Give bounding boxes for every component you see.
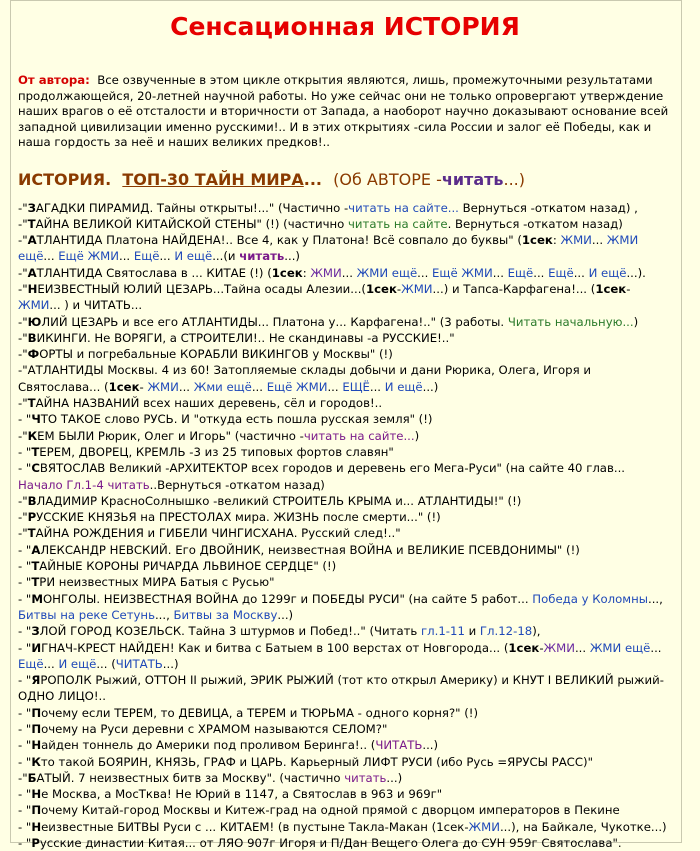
item-text: ... [119,249,134,263]
item-text: - " [18,592,31,606]
item-link[interactable]: Начало Гл.1-4 читать [18,478,150,492]
item-text: 1сек [508,641,539,655]
section-dots: ... [304,170,322,189]
list-item [18,428,672,444]
item-link[interactable]: Битвы за Москву [174,608,278,622]
about-author-close: ...) [504,170,526,189]
list-item [18,574,672,590]
item-text: - [626,282,630,296]
item-link[interactable]: Ещё ЖМИ [432,266,493,280]
item-text: -" [18,510,28,524]
item-text: 1сек [109,380,140,394]
item-text: -" [18,233,28,247]
section-heading [18,170,672,190]
list-item [18,721,672,737]
item-text: К [28,429,38,443]
item-text: А [31,543,40,557]
item-text: ... [370,380,385,394]
item-text: ..., [155,608,174,622]
item-text: М [31,592,43,606]
item-link[interactable]: И ещё [174,249,212,263]
top-30-link[interactable]: ТОП-30 ТАЙН МИРА [122,170,303,189]
item-link[interactable]: Ещё [18,657,44,671]
item-text: - [539,641,543,655]
item-text: Вернуться -откатом назад) , [459,201,638,215]
list-item [18,509,672,525]
item-text: очему если ТЕРЕМ, то ДЕВИЦА, а ТЕРЕМ и ТЮРЬМА - одного корня?" (!) [41,706,478,720]
item-text: 1сек [595,282,626,296]
item-text: - [140,380,148,394]
item-text: ЕРЕМ, ДВОРЕЦ, КРЕМЛЬ -3 из 25 типовых фортов славян" [39,445,394,459]
item-text: Я [31,673,40,687]
item-text: усские династии Китая... от ЛЯО 907г Игоря и П/Дан Вещего Олега до СУН 959г Святослава". [40,836,622,850]
item-text: ... [574,266,589,280]
item-text: -" [18,282,28,296]
item-text: . Вернуться -откатом назад) [448,217,623,231]
item-text: ТО ТАКОЕ слово РУСЬ. И "откуда есть пошла русская земля" (!) [41,412,433,426]
item-text: -" [18,429,28,443]
item-text: -" [18,266,28,280]
item-link[interactable]: Гл.12-18 [480,624,532,638]
item-text: ... [650,641,661,655]
item-text: ) [415,429,420,443]
item-text: -" [18,494,28,508]
item-link[interactable]: читать [344,771,386,785]
item-text: РИ неизвестных МИРА Батыя с Русью" [39,575,274,589]
item-text: ... [327,380,342,394]
item-text: 1сек [522,233,553,247]
item-text: АГАДКИ ПИРАМИД. Тайны открыты!..." (Частично - [36,201,348,215]
item-text: - " [18,706,31,720]
item-text: - " [18,641,31,655]
item-text: ...) [284,249,300,263]
item-link[interactable]: Победа у Коломны [532,592,648,606]
list-item [18,754,672,770]
list-item [18,737,672,753]
item-text: Р [28,510,37,524]
item-text: АЙНА РОЖДЕНИЯ и ГИБЕЛИ ЧИНГИСХАНА. Русский след!.." [36,526,401,540]
item-text: С [31,461,40,475]
item-text: еизвестные БИТВЫ Руси с ... КИТАЕМ! (в пустыне Такла-Макан (1сек- [41,820,468,834]
page-title: Сенсационная ИСТОРИЯ [18,12,672,42]
item-text: ... [159,249,174,263]
item-text: Н [31,820,41,834]
item-link[interactable]: ЕЩЁ [342,380,370,394]
item-text: ...), на Байкале, Чукотке...) [500,820,667,834]
item-text: Т [31,575,39,589]
item-text: -" [18,331,28,345]
item-text: - " [18,738,31,752]
item-link[interactable]: Ещё [134,249,160,263]
item-text: - " [18,461,31,475]
item-link[interactable]: читать на сайте [348,217,448,231]
item-text: АЙНЫЕ КОРОНЫ РИЧАРДА ЛЬВИНОЕ СЕРДЦЕ" (!) [39,559,336,573]
item-text: -" [18,315,28,329]
item-link[interactable]: Жми ещё [194,380,252,394]
author-intro [18,73,672,151]
item-text: айден тоннель до Америки под проливом Беринга!.. ( [41,738,375,752]
item-text: Т [31,445,39,459]
list-item [18,672,672,705]
mysteries-list [18,200,672,851]
item-text: Н [31,738,41,752]
item-text: ...) и Тапса-Карфагена!... ( [433,282,596,296]
item-link[interactable]: читать [239,249,284,263]
item-text: - " [18,787,31,801]
item-text: АЙНА ВЕЛИКОЙ КИТАЙСКОЙ СТЕНЫ" (!) (частично [36,217,348,231]
item-text: П [31,803,41,817]
item-link[interactable]: Ещё ЖМИ [267,380,328,394]
list-item [18,395,672,411]
item-text: -" [18,771,28,785]
item-text: К [31,755,41,769]
list-item [18,525,672,541]
item-text: - " [18,820,31,834]
item-text: ... [179,380,194,394]
item-text: -" [18,201,28,215]
item-text: ..Вернуться -откатом назад) [150,478,325,492]
item-link[interactable]: ЖМИ [147,380,178,394]
item-text: ВЯТОСЛАВ Великий -АРХИТЕКТОР всех городов и деревень его Мега-Руси" (на сайте 40 глав... [40,461,625,475]
list-item [18,411,672,427]
list-item [18,314,672,330]
item-link[interactable]: ЖМИ [544,641,575,655]
item-text: Ю [28,315,42,329]
list-item [18,591,672,624]
item-text: ) [634,315,639,329]
item-text: ... [43,249,58,263]
item-link[interactable]: ЧИТАТЬ [116,657,163,671]
list-item [18,346,672,362]
item-text: ...) [422,738,438,752]
item-text: А [28,266,37,280]
item-text: ЛЕКСАНДР НЕВСКИЙ. Его ДВОЙНИК, неизвестная ВОЙНА и ВЕЛИКИЕ ПСЕВДОНИМЫ" (!) [40,543,579,557]
item-link[interactable]: ЖМИ [18,298,49,312]
item-text: ... ( [96,657,115,671]
list-item [18,623,672,639]
item-text: 1сек [272,266,303,280]
list-item [18,558,672,574]
item-text: - " [18,803,31,817]
item-text: ... [493,266,508,280]
item-text: ... [575,641,590,655]
item-text: ЕИЗВЕСТНЫЙ ЮЛИЙ ЦЕЗАРЬ...Тайна осады Алезии...( [37,282,366,296]
item-text: - " [18,722,31,736]
item-link[interactable]: читать на сайте... [348,201,459,215]
item-text: - " [18,543,31,557]
item-text: И [31,641,41,655]
item-text: ОРТЫ и погребальные КОРАБЛИ ВИКИНГОВ у Москвы" (!) [39,347,393,361]
item-text: В [28,331,37,345]
item-text: УССКИЕ КНЯЗЬЯ на ПРЕСТОЛАХ мира. ЖИЗНЬ после смерти..." (!) [36,510,441,524]
list-item [18,542,672,558]
list-item [18,330,672,346]
item-text: ... [592,233,607,247]
item-text: ЕМ БЫЛИ Рюрик, Олег и Игорь" (частично - [37,429,304,443]
item-text: ЛАДИМИР КрасноСолнышко -великий СТРОИТЕЛЬ КРЫМА и... АТЛАНТИДЫ!" (!) [37,494,522,508]
item-link[interactable]: ЧИТАТЬ [375,738,422,752]
item-text: АЙНА НАЗВАНИЙ всех наших деревень, сёл и городов!.. [36,396,383,410]
item-link[interactable]: ЖМИ ещё [590,641,651,655]
item-text: Ф [28,347,40,361]
item-text: В [28,494,37,508]
list-item [18,493,672,509]
item-link[interactable]: Ещё ЖМИ [58,249,119,263]
item-text: очему на Руси деревни с ХРАМОМ называются СЕЛОМ?" [41,722,387,736]
item-text: ТЛАНТИДА Святослава в ... КИТАЕ (!) ( [37,266,272,280]
item-link[interactable]: ЖМИ [469,820,500,834]
item-text: П [31,706,41,720]
author-intro-text: Все озвученные в этом цикле открытия являются, лишь, промежуточными результатами продолжающейся, 20-летней научной работы. Но уже сейчас они не только опровергают утверждение наших врагов о её отсталости и вторичности от Запада, а наоборот научно доказывают основание всей западной цивилизации именно русскими!.. И в этих открытиях -сила России и залог её Победы, как и наша гордость за неё и наших великих предков!.. [18,73,668,149]
item-text: - [397,282,401,296]
list-item [18,786,672,802]
item-link[interactable]: И ещё [589,266,627,280]
item-text: ... [44,657,59,671]
item-text: П [31,722,41,736]
item-link[interactable]: Читать начальную... [508,315,634,329]
item-text: З [31,624,39,638]
item-text: ), [532,624,540,638]
item-text: - " [18,575,31,589]
item-text: - " [18,445,31,459]
item-link[interactable]: ЖМИ [560,233,591,247]
item-text: - " [18,412,31,426]
item-text: Н [31,787,41,801]
item-text: : [303,266,311,280]
page [10,0,682,843]
item-text: З [28,201,36,215]
item-text: ... [533,266,548,280]
item-text: ... [342,266,357,280]
item-text: очему Китай-город Москвы и Китеж-град на одной прямой с дворцом императоров в Пекине [41,803,620,817]
item-link[interactable]: Ещё [508,266,534,280]
item-text: Н [28,282,38,296]
item-text: - " [18,673,31,687]
list-item [18,460,672,493]
item-text: ... [252,380,267,394]
item-text: и [465,624,480,638]
item-text: ...). [626,266,645,280]
item-text: ГНАЧ-КРЕСТ НАЙДЕН! Как и битва с Батыем в 100 верстах от Новгорода... ( [41,641,508,655]
item-link[interactable]: ЖМИ [401,282,432,296]
list-item [18,444,672,460]
item-text: то такой БОЯРИН, КНЯЗЬ, ГРАФ и ЦАРЬ. Карьерный ЛИФТ РУСИ (ибо Русь =ЯРУСЫ РАСС)" [41,755,593,769]
item-link[interactable]: ЖМИ [310,266,341,280]
item-text: - " [18,559,31,573]
item-text: - " [18,755,31,769]
list-item [18,835,672,851]
list-item [18,770,672,786]
item-text: -" [18,347,28,361]
item-text: 1сек [366,282,397,296]
item-text: ... [417,266,432,280]
item-text: -" [18,396,28,410]
item-link[interactable]: гл.1-11 [421,624,465,638]
item-text: - " [18,624,31,638]
list-item [18,281,672,314]
item-text: ОНГОЛЫ. НЕИЗВЕСТНАЯ ВОЙНА до 1299г и ПОБЕДЫ РУСИ" (на сайте 5 работ... [43,592,532,606]
item-text: ...(и [212,249,239,263]
section-history: ИСТОРИЯ. [18,170,111,189]
item-text: Б [28,771,37,785]
item-text: Р [31,836,40,850]
item-text: Ч [31,412,40,426]
item-text: ...) [163,657,179,671]
item-text: : [553,233,561,247]
item-text: РОПОЛК Рыжий, ОТТОН II рыжий, ЭРИК РЫЖИЙ (тот кто открыл Америку) и КНУТ I ВЕЛИКИЙ рыжий- ОДНО ЛИЦО!.. [18,673,664,703]
list-item [18,232,672,265]
item-text: Т [28,217,36,231]
item-text: А [28,233,37,247]
about-author-open: (Об АВТОРЕ - [333,170,442,189]
author-label: От автора: [18,73,90,87]
list-item [18,216,672,232]
item-link[interactable]: читать на сайте... [304,429,415,443]
list-item [18,819,672,835]
item-text: ТЛАНТИДА Платона НАЙДЕНА!.. Все 4, как у Платона! Всё совпало до буквы" ( [37,233,522,247]
item-text: ...) [423,380,439,394]
item-text: - " [18,836,31,850]
item-link[interactable]: Битвы на реке Сетунь [18,608,155,622]
item-text: Т [31,559,39,573]
item-text: ...) [277,608,293,622]
about-author-read-link[interactable]: читать [442,170,504,189]
list-item [18,802,672,818]
list-item [18,640,672,673]
item-text: Т [28,526,36,540]
item-link[interactable]: И ещё [385,380,423,394]
item-text: Т [28,396,36,410]
list-item [18,705,672,721]
item-link[interactable]: ЖМИ ещё [357,266,418,280]
item-link[interactable]: ЖМИ ещё [18,233,638,263]
item-text: е Москва, а МосТква! Не Юрий в 1147, а Святослав в 963 и 969г" [41,787,442,801]
item-text: ...) [386,771,402,785]
item-link[interactable]: Ещё [548,266,574,280]
list-item [18,362,672,395]
item-text: АТЫЙ. 7 неизвестных битв за Москву". (частично [37,771,345,785]
item-text: -"АТЛАНТИДЫ Москвы. 4 из 60! Затопляемые склады добычи и дани Рюрика, Олега, Игоря и Святослава... ( [18,363,591,393]
item-text: ЛОЙ ГОРОД КОЗЕЛЬСК. Тайна 3 штурмов и Побед!.." (Читать [40,624,421,638]
list-item [18,200,672,216]
item-text: ЛИЙ ЦЕЗАРЬ и все его АТЛАНТИДЫ... Платона у... Карфагена!.." (3 работы. [41,315,508,329]
item-text: ИКИНГИ. Не ВОРЯГИ, а СТРОИТЕЛИ!.. Не скандинавы -а РУССКИЕ!.." [37,331,455,345]
item-link[interactable]: И ещё [58,657,96,671]
item-text: ..., [648,592,663,606]
item-text: -" [18,217,28,231]
list-item [18,265,672,281]
item-text: -" [18,526,28,540]
item-text: ... ) и ЧИТАТЬ... [49,298,142,312]
